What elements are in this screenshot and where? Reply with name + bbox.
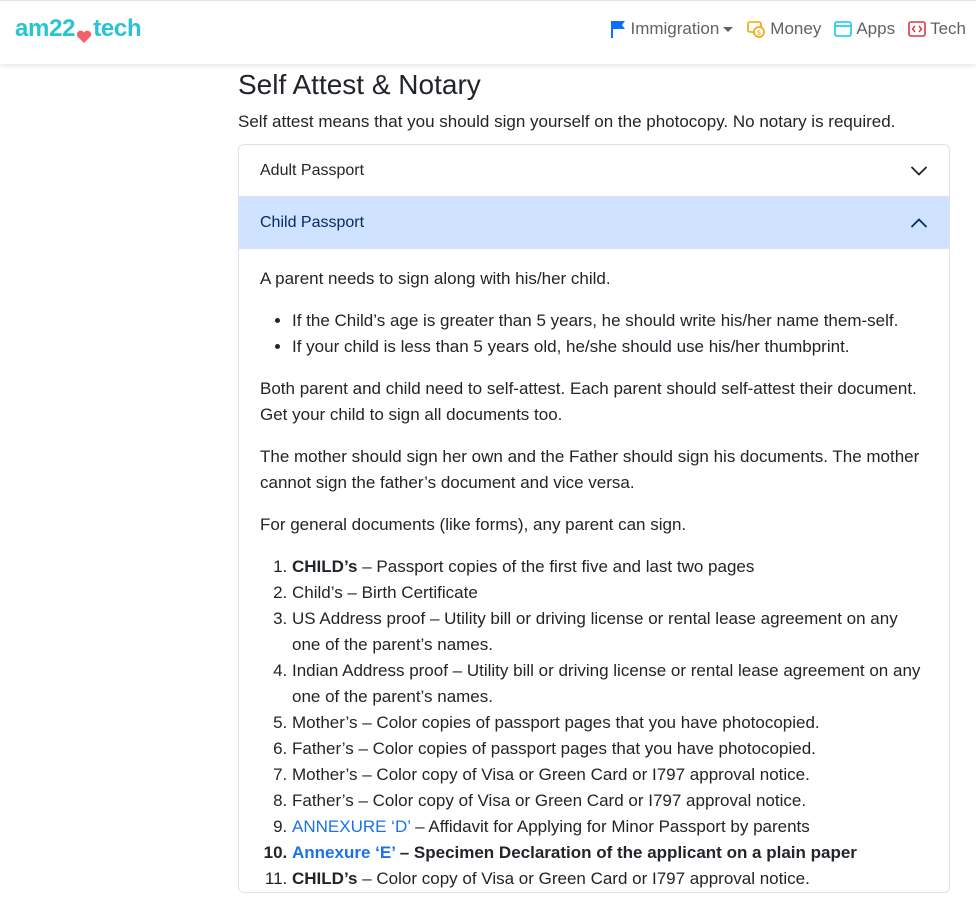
annexure-d-link[interactable]: ANNEXURE ‘D’ xyxy=(292,817,411,836)
item-text: – Passport copies of the first five and last two pages xyxy=(357,557,755,576)
flag-icon xyxy=(610,20,626,38)
list-item: 7. Mother’s – Color copy of Visa or Green Card or I797 approval notice. xyxy=(292,762,928,788)
paragraph: The mother should sign her own and the Father should sign his documents. The mother cannot sign the father’s document and vice versa. xyxy=(260,447,920,492)
window-icon xyxy=(834,21,852,37)
accordion-child-passport-label: Child Passport xyxy=(260,214,365,231)
item-text: – Specimen Declaration of the applicant on a plain paper xyxy=(394,843,857,862)
list-item xyxy=(292,554,928,580)
child-passport-body xyxy=(239,249,949,892)
list-item: 8. Father’s – Color copy of Visa or Green Card or I797 approval notice. xyxy=(292,788,928,814)
list-item xyxy=(292,814,928,840)
list-item xyxy=(292,866,928,892)
item-bold-label: CHILD’s xyxy=(292,869,358,888)
annexure-e-link[interactable]: Annexure ‘E’ xyxy=(292,843,395,862)
money-bag-icon xyxy=(746,20,766,38)
nav-tech-label: Tech xyxy=(930,19,966,38)
list-item: • If your child is less than 5 years old, he/she should use his/her thumbprint. xyxy=(292,334,928,360)
nav-apps[interactable] xyxy=(834,19,895,39)
passport-accordion xyxy=(238,144,950,893)
nav-immigration-label: Immigration xyxy=(630,19,720,38)
nav-apps-label: Apps xyxy=(856,19,896,38)
intro-text: Self attest means that you should sign yourself on the photocopy. No notary is required. xyxy=(238,112,896,131)
accordion-adult-passport[interactable] xyxy=(239,145,949,197)
item-bold-label: CHILD’s xyxy=(292,557,358,576)
list-item: 6. Father’s – Color copies of passport pages that you have photocopied. xyxy=(292,736,928,762)
nav-money-label: Money xyxy=(770,19,822,38)
list-item: 3. US Address proof – Utility bill or driving license or rental lease agreement on any one of the parent’s names. xyxy=(292,606,928,658)
top-navbar xyxy=(0,0,976,64)
list-item: • If the Child’s age is greater than 5 years, he should write his/her name them-self. xyxy=(292,308,928,334)
paragraph: Both parent and child need to self-attest. Each parent should self-attest their document. Get your child to sign all documents too. xyxy=(260,379,917,424)
main-nav xyxy=(597,19,966,39)
nav-tech[interactable] xyxy=(908,19,966,39)
chevron-down-icon xyxy=(910,165,928,177)
svg-text:$: $ xyxy=(757,29,762,37)
bullet-list xyxy=(292,308,928,360)
list-item xyxy=(292,840,928,866)
main-content xyxy=(238,66,950,893)
page-title: Self Attest & Notary xyxy=(238,69,481,100)
logo-text-left: am22 xyxy=(15,15,76,42)
accordion-child-passport[interactable] xyxy=(239,197,949,249)
list-item: 5. Mother’s – Color copies of passport pages that you have photocopied. xyxy=(292,710,928,736)
list-item: 4. Indian Address proof – Utility bill or driving license or rental lease agreement on any one of the parent’s names. xyxy=(292,658,928,710)
chevron-down-icon xyxy=(723,27,733,32)
item-text: – Color copy of Visa or Green Card or I797 approval notice. xyxy=(357,869,810,888)
chevron-up-icon xyxy=(910,217,928,229)
nav-immigration[interactable] xyxy=(610,19,733,39)
logo-text-right: tech xyxy=(93,15,142,42)
paragraph: For general documents (like forms), any parent can sign. xyxy=(260,515,687,534)
accordion-adult-passport-label: Adult Passport xyxy=(260,161,365,179)
nav-money[interactable] xyxy=(746,19,821,39)
code-icon xyxy=(908,21,926,37)
item-text: – Affidavit for Applying for Minor Passport by parents xyxy=(410,817,810,836)
paragraph: A parent needs to sign along with his/her child. xyxy=(260,269,611,288)
document-list xyxy=(292,554,928,892)
site-logo[interactable] xyxy=(15,15,141,43)
list-item: 2. Child’s – Birth Certificate xyxy=(292,580,928,606)
heart-logo-icon xyxy=(76,23,92,37)
